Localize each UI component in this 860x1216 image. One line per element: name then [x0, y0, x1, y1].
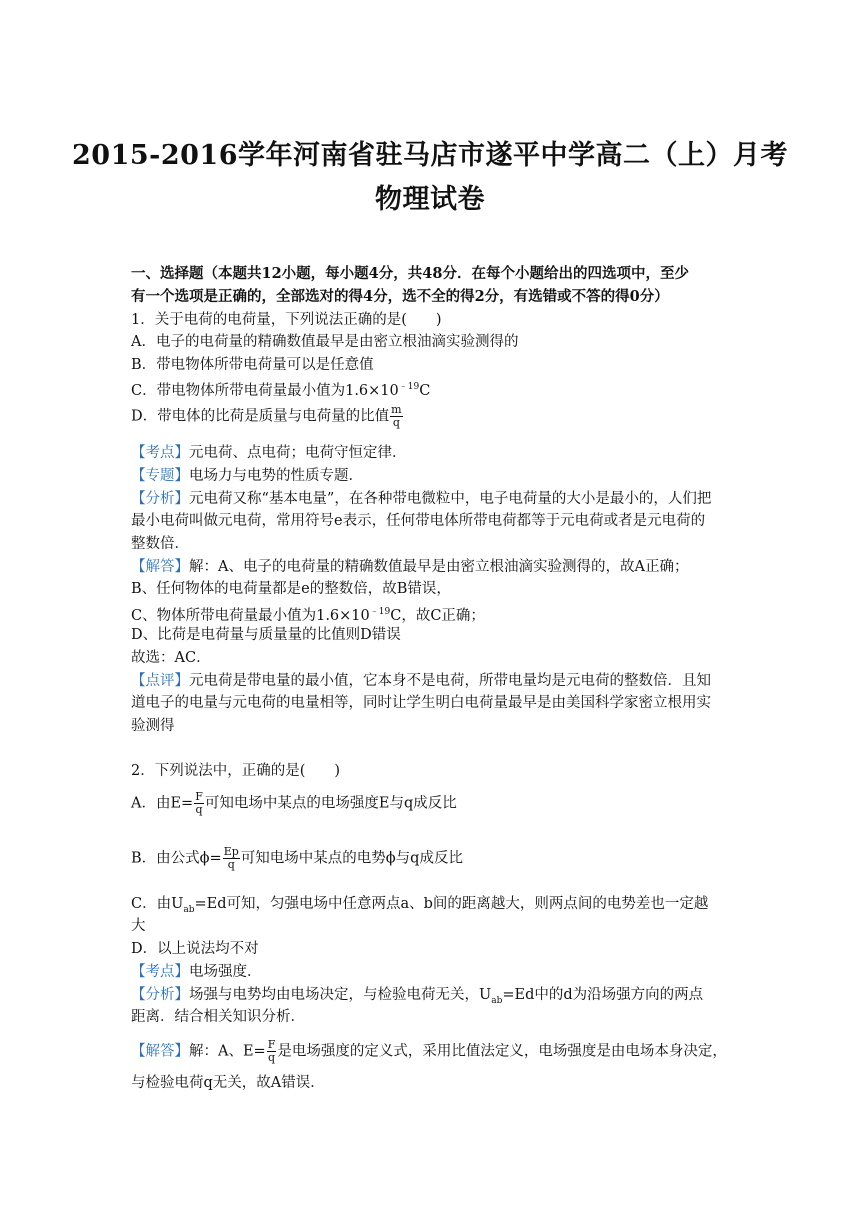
q1-jieda-line-2: B、任何物体的电荷量都是e的整数倍，故B错误， — [131, 581, 451, 597]
kaodian-tag: 【考点】 — [131, 445, 189, 461]
q1-option-c-unit: C — [419, 382, 431, 399]
q1-jieda-line-1 — [131, 556, 688, 578]
q1-fenxi-line-3: 整数倍． — [131, 536, 189, 552]
fenxi-subscript: ab — [491, 995, 503, 1006]
q2-kaodian — [131, 961, 262, 983]
q1-kaodian — [131, 442, 407, 464]
zhuanti-text: 电场力与电势的性质专题． — [189, 468, 363, 484]
q1-jieda-line-4: D、比荷是电荷量与质量量的比值则D错误 — [131, 627, 401, 643]
q2-option-b-post: 可知电场中某点的电势ϕ与q成反比 — [240, 850, 463, 867]
q1-jieda-line-3-post: C，故C正确； — [390, 607, 485, 624]
fraction-denominator: q — [227, 858, 235, 871]
fraction-numerator: m — [391, 403, 402, 416]
section-heading-line-1: 一、选择题（本题共12小题，每小题4分，共48分．在每个小题给出的四选项中，至少 — [131, 265, 689, 282]
fraction-numerator: F — [267, 1038, 276, 1051]
q2-option-a-post: 可知电场中某点的电场强度E与q成反比 — [204, 795, 457, 812]
q1-dianping-line-3: 验测得 — [131, 718, 175, 734]
jieda-tag: 【解答】 — [131, 559, 189, 575]
fenxi-text: 场强与电势均由电场决定，与检验电荷无关，U — [189, 987, 492, 1003]
q2-option-d: D．以上说法均不对 — [131, 941, 259, 957]
q2-option-a — [131, 791, 457, 816]
fraction-denominator: q — [195, 803, 203, 816]
q2-fenxi-line-2: 距离．结合相关知识分析． — [131, 1009, 305, 1025]
q1-jieda-line-5: 故选：AC． — [131, 650, 211, 666]
q2-stem: 2．下列说法中，正确的是( ) — [131, 763, 341, 779]
q1-stem: 1．关于电荷的电荷量，下列说法正确的是( ) — [131, 312, 442, 328]
q1-jieda-line-3-text: C、物体所带电荷量最小值为1.6×10 — [131, 607, 370, 624]
q2-option-a-fraction — [194, 791, 204, 816]
page-title-line-2: 物理试卷 — [375, 184, 485, 215]
q1-option-d — [131, 404, 404, 429]
q2-jieda-fraction — [267, 1039, 277, 1064]
q1-dianping-line-1 — [131, 670, 711, 692]
fenxi-tag: 【分析】 — [131, 491, 189, 507]
q2-option-c-text: C．由U — [131, 896, 184, 912]
fraction-numerator: Ep — [223, 845, 239, 858]
q2-option-c-post: =Ed可知，匀强电场中任意两点a、b间的距离越大，则两点间的电势差也一定越 — [194, 896, 709, 912]
q1-jieda-line-3-exponent: ﹣19 — [369, 607, 391, 617]
q1-zhuanti — [131, 465, 363, 487]
q2-option-c-subscript: ab — [183, 904, 195, 915]
fraction-numerator: F — [195, 790, 203, 803]
fraction-denominator: q — [392, 416, 400, 429]
kaodian-text: 电场强度． — [189, 964, 262, 980]
jieda-text: 解：A、E= — [189, 1043, 266, 1060]
q1-option-d-text: D．带电体的比荷是质量与电荷量的比值 — [131, 408, 390, 425]
q1-option-c-text: C．带电物体所带电荷量最小值为1.6×10 — [131, 382, 399, 399]
fraction-denominator: q — [268, 1051, 276, 1064]
q2-option-b-text: B．由公式ϕ= — [131, 850, 222, 867]
fenxi-tag: 【分析】 — [131, 987, 189, 1003]
q1-option-c — [131, 376, 430, 402]
q1-option-c-exponent: ﹣19 — [398, 382, 420, 392]
jieda-tag: 【解答】 — [131, 1043, 189, 1060]
kaodian-tag: 【考点】 — [131, 964, 189, 980]
q2-jieda-line-2: 与检验电荷q无关，故A错误． — [131, 1075, 325, 1091]
section-heading-line-2: 有一个选项是正确的，全部选对的得4分，选不全的得2分，有选错或不答的得0分） — [131, 288, 669, 305]
q2-option-c-line-2: 大 — [131, 918, 146, 934]
q1-fenxi-line-1 — [131, 488, 711, 510]
q1-option-b: B．带电物体所带电荷量可以是任意值 — [131, 357, 374, 373]
q2-option-b — [131, 846, 463, 871]
dianping-text: 元电荷是带电量的最小值，它本身不是电荷，所带电量均是元电荷的整数倍．且知 — [189, 673, 711, 689]
zhuanti-tag: 【专题】 — [131, 468, 189, 484]
q2-option-b-fraction — [223, 846, 240, 871]
dianping-tag: 【点评】 — [131, 673, 189, 689]
q1-option-a: A．电子的电荷量的精确数值最早是由密立根油滴实验测得的 — [131, 334, 519, 350]
q1-dianping-line-2: 道电子的电量与元电荷的电量相等，同时让学生明白电荷量最早是由美国科学家密立根用实 — [131, 695, 711, 711]
fenxi-post: =Ed中的d为沿场强方向的两点 — [502, 987, 704, 1003]
q2-jieda-line-1 — [131, 1039, 727, 1064]
jieda-post: 是电场强度的定义式，采用比值法定义，电场强度是由电场本身决定， — [277, 1043, 727, 1060]
q1-fenxi-line-2: 最小电荷叫做元电荷，常用符号e表示，任何带电体所带电荷都等于元电荷或者是元电荷的 — [131, 513, 706, 529]
fenxi-text: 元电荷又称“基本电量”，在各种带电微粒中，电子电荷量的大小是最小的，人们把 — [189, 491, 712, 507]
page-title-line-1: 2015-2016学年河南省驻马店市遂平中学高二（上）月考 — [72, 140, 788, 171]
q1-option-d-fraction — [390, 404, 402, 429]
jieda-text: 解：A、电子的电荷量的精确数值最早是由密立根油滴实验测得的，故A正确； — [189, 559, 689, 575]
q2-option-a-text: A．由E= — [131, 795, 194, 812]
q2-option-c-line-1 — [131, 893, 708, 921]
kaodian-text: 元电荷、点电荷；电荷守恒定律． — [189, 445, 407, 461]
q1-jieda-line-3 — [131, 601, 485, 627]
